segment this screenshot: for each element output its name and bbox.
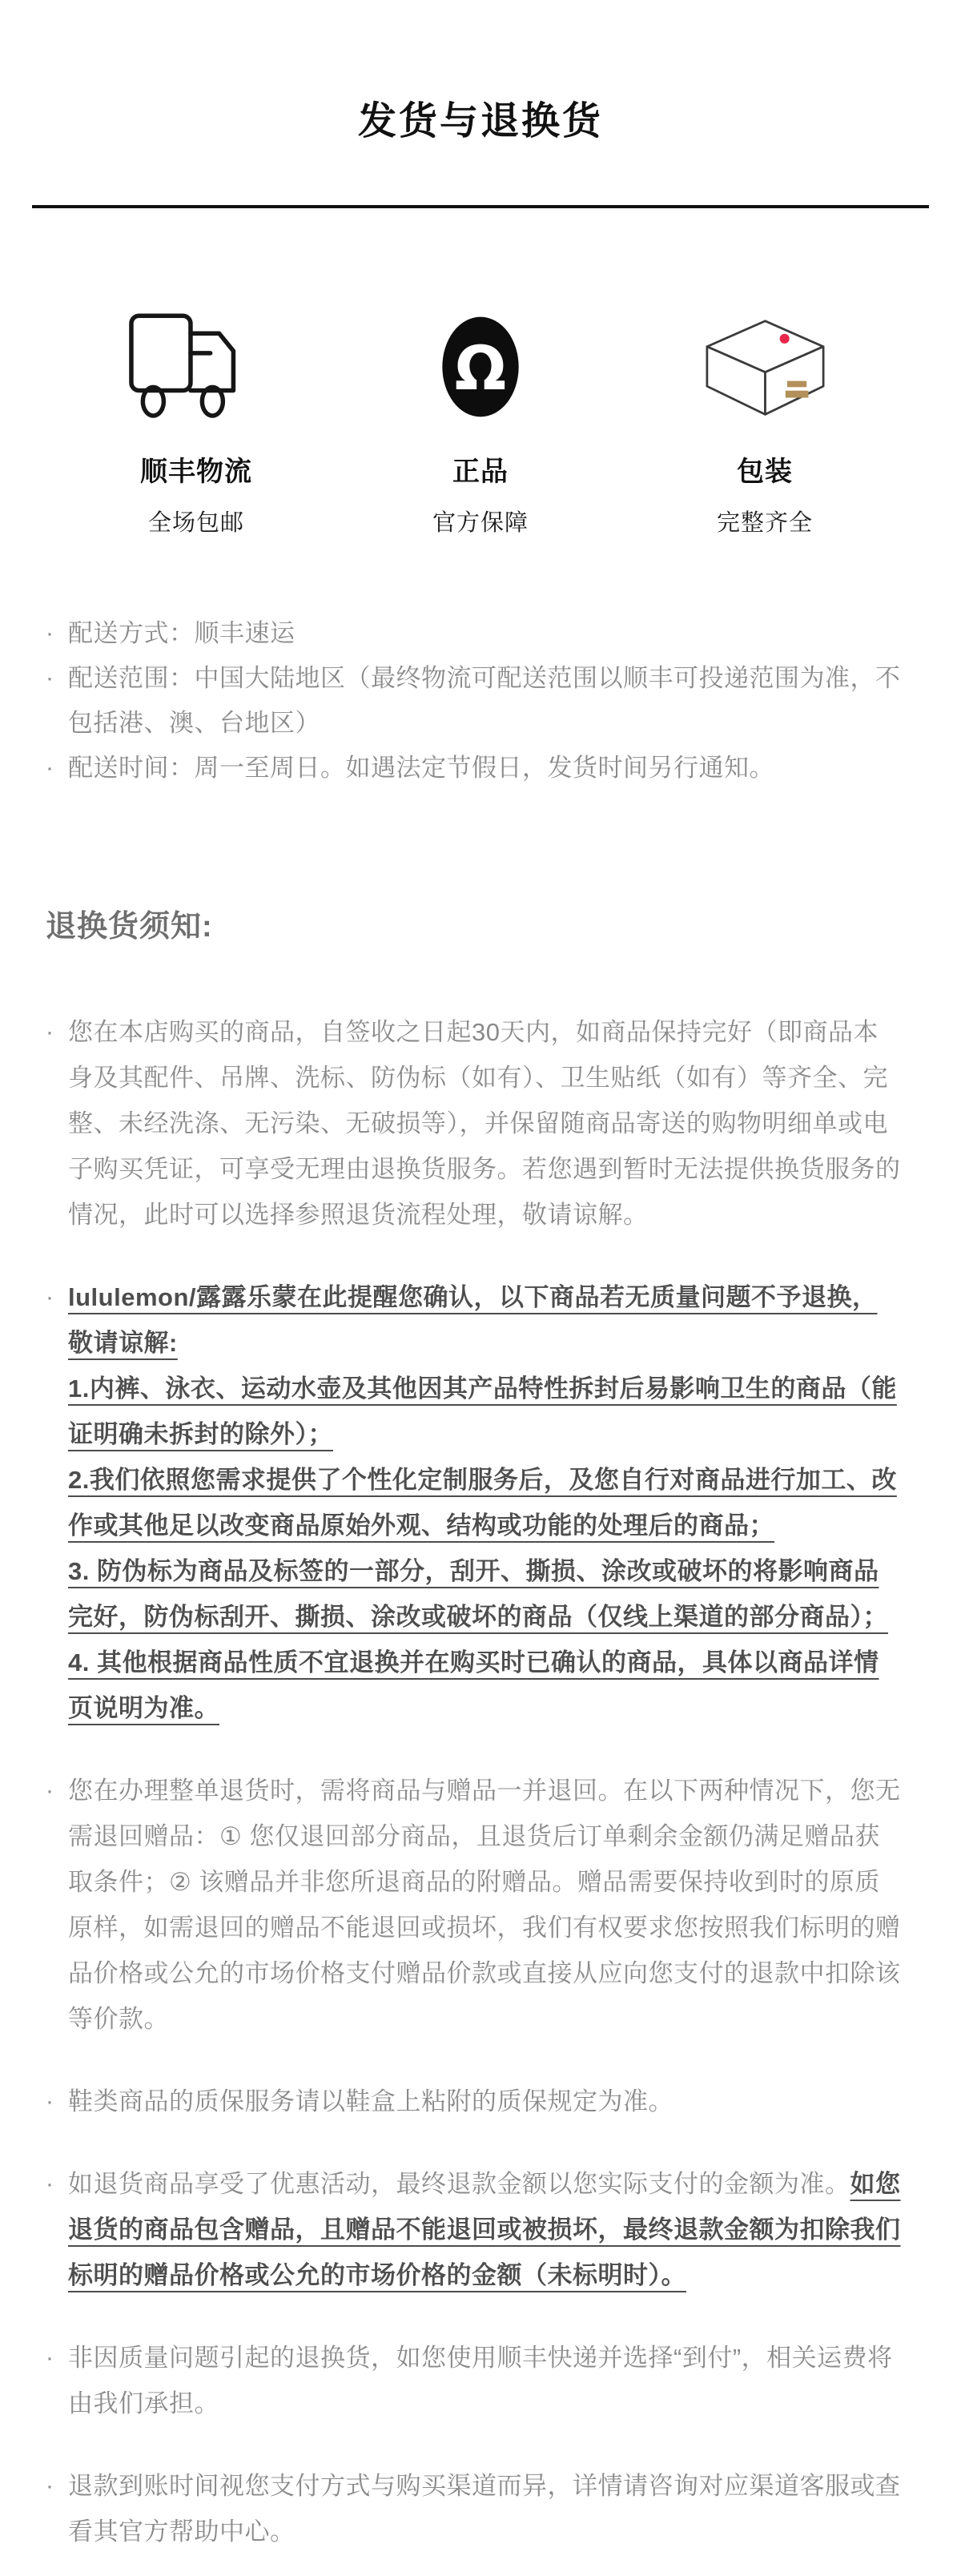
feature-shipping [76, 288, 316, 537]
list-item [46, 656, 901, 746]
bullet-marker: · [46, 1284, 54, 1310]
refund-arrival-text: 退款到账时间视您支付方式与购买渠道而异，详情请咨询对应渠道客服或查看其官方帮助中心。 [68, 2472, 901, 2546]
list-item [46, 1274, 901, 1731]
list-item [46, 2079, 901, 2124]
feature-title: 包装 [737, 457, 793, 487]
shipping-info-list [0, 611, 961, 791]
list-item [46, 1009, 901, 1238]
list-item [46, 2335, 901, 2426]
bullet-marker: · [46, 665, 54, 691]
notice-rule-3: 3. 防伪标为商品及标签的一部分，刮开、撕损、涂改或破坏的将影响商品完好，防伪标刮开、撕损、涂改或破坏的商品（仅线上渠道的部分商品）； [68, 1557, 888, 1631]
svg-text:Ω: Ω [454, 332, 507, 404]
list-item [46, 1768, 901, 2042]
bullet-marker: · [46, 755, 54, 781]
bullet-marker: · [46, 1019, 54, 1045]
gift-return-text: 您在办理整单退货时，需将商品与赠品一并退回。在以下两种情况下，您无需退回赠品：① 您仅退回部分商品，且退货后订单剩余金额仍满足赠品获取条件；② 该赠品并非您所退商品的附赠品。赠品需要保持收到时的原质原样，如需退回的赠品不能退回或损坏，我们有权要求您按照我们标明的赠品价格或公允的市场价格支付赠品价款或直接从应向您支付的退款中扣除该等价款。 [68, 1777, 901, 2033]
truck-icon [123, 288, 271, 445]
lululemon-logo [436, 288, 525, 445]
notice-intro: lululemon/露露乐蒙在此提醒您确认，以下商品若无质量问题不予退换，敬请谅解: [68, 1283, 878, 1357]
list-item [46, 746, 901, 791]
refund-amount-normal: 如退货商品享受了优惠活动，最终退款金额以您实际支付的金额为准。 [68, 2170, 850, 2198]
page-title: 发货与退换货 [357, 100, 603, 143]
feature-packaging [645, 288, 885, 537]
feature-subtitle: 完整齐全 [716, 510, 813, 536]
feature-title: 顺丰物流 [140, 457, 252, 487]
notice-rule-4: 4. 其他根据商品性质不宜退换并在购买时已确认的商品，具体以商品详情页说明为准。 [68, 1648, 879, 1722]
bullet-marker: · [46, 2345, 54, 2371]
list-item [46, 2161, 901, 2298]
list-item [46, 2463, 901, 2554]
bullet-marker: · [46, 1777, 54, 1804]
feature-authenticity [360, 288, 601, 537]
bullet-marker: · [46, 2473, 54, 2499]
notice-rule-1: 1.内裤、泳衣、运动水壶及其他因其产品特性拆封后易影响卫生的商品（能证明确未拆封的除外）； [68, 1375, 897, 1448]
shipping-area-text: 配送范围：中国大陆地区（最终物流可配送范围以顺丰可投递范围为准，不包括港、澳、台地区） [68, 664, 901, 737]
bullet-marker: · [46, 2171, 54, 2197]
footwear-warranty-text: 鞋类商品的质保服务请以鞋盒上粘附的质保规定为准。 [68, 2087, 674, 2115]
returns-heading: 退换货须知: [46, 910, 213, 944]
return-freight-text: 非因质量问题引起的退换货，如您使用顺丰快递并选择“到付”，相关运费将由我们承担。 [68, 2344, 893, 2417]
shipping-time-text: 配送时间：周一至周日。如遇法定节假日，发货时间另行通知。 [68, 754, 774, 782]
notice-rule-2: 2.我们依照您需求提供了个性化定制服务后，及您自行对商品进行加工、改作或其他足以改变商品原始外观、结构或功能的处理后的商品； [68, 1466, 897, 1540]
list-item [46, 611, 901, 656]
feature-subtitle: 全场包邮 [147, 510, 244, 536]
features-row [0, 288, 961, 537]
returns-policy-text: 您在本店购买的商品，自签收之日起30天内，如商品保持完好（即商品本身及其配件、吊牌、洗标、防伪标（如有）、卫生贴纸（如有）等齐全、完整、未经洗涤、无污染、无破损等），并保留随商品寄送的购物明细单或电子购买凭证，可享受无理由退换货服务。若您遇到暂时无法提供换货服务的情况，此时可以选择参照退货流程处理，敬请谅解。 [68, 1018, 901, 1229]
box-logo-dot [779, 333, 789, 343]
header-divider [32, 205, 929, 208]
feature-subtitle: 官方保障 [432, 510, 529, 536]
package-box-icon [699, 288, 831, 445]
returns-policy-list [0, 1009, 961, 2554]
bullet-marker: · [46, 620, 54, 646]
feature-title: 正品 [452, 457, 509, 487]
shipping-method-text: 配送方式：顺丰速运 [68, 619, 296, 647]
refund-amount-text [68, 2161, 901, 2298]
bullet-marker: · [46, 2088, 54, 2115]
non-returnable-notice [68, 1274, 901, 1731]
refund-amount-emphasis: 如您退货的商品包含赠品，且赠品不能退回或被损坏，最终退款金额为扣除我们标明的赠品价格或公允的市场价格的金额（未标明时）。 [68, 2170, 901, 2289]
